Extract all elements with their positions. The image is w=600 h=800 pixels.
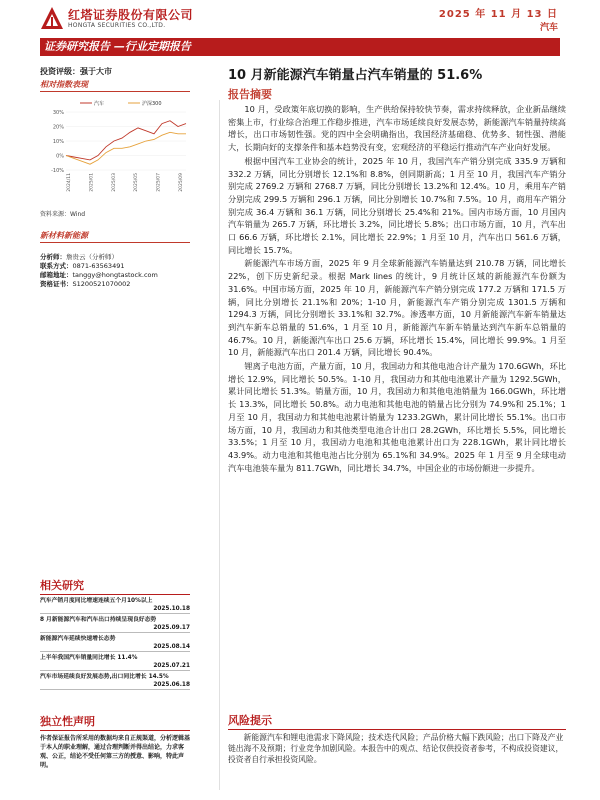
license-row: 资格证书：S1200521070002 — [40, 280, 131, 288]
relative-performance-chart — [40, 96, 190, 204]
x-tick-label: 2025/05 — [134, 173, 140, 192]
risk-warning — [228, 712, 566, 765]
y-tick-label: 20% — [52, 124, 64, 131]
report-type-band: 证券研究报告 —行业定期报告 — [40, 38, 560, 56]
series-line — [66, 132, 186, 164]
related-research — [40, 577, 190, 690]
summary-paragraph: 10 月，受政策年底切换的影响，生产供给保持较快节奏，需求持续释放，企业新品继续密集上市，行业综合治理工作稳步推进，汽车市场延续良好发展态势，新能源汽车销量持续高增长，出口市场韧性强。党的四中全会明确指出，我国经济基础稳、优势多、韧性强、潜能大，长期向好的支撑条件和基本趋势没有变，宏观经济的平稳运行推动汽车产业向好发展。 — [228, 104, 566, 153]
industry-label: 汽车 — [539, 23, 558, 33]
chart-source: 资料来源：Wind — [40, 211, 86, 218]
y-tick-label: -10% — [51, 168, 64, 174]
related-research-title: 相关研究 — [40, 577, 190, 595]
independence-statement — [40, 713, 190, 770]
left-sidebar — [40, 62, 190, 289]
risk-heading: 风险提示 — [228, 712, 566, 730]
x-tick-label: 2024/11 — [67, 173, 72, 192]
hongta-logo-icon — [40, 6, 64, 30]
x-tick-label: 2025/03 — [111, 173, 117, 192]
summary-heading: 报告摘要 — [228, 88, 272, 101]
company-name-cn: 红塔证券股份有限公司 — [68, 8, 194, 22]
related-item[interactable]: 新能源汽车延续快速增长态势 2025.08.14 — [40, 636, 190, 650]
y-tick-label: 0% — [56, 153, 64, 160]
risk-text: 新能源汽车和锂电池需求下降风险；技术迭代风险；产品价格大幅下跌风险；出口下降及产业链出海不及预期；行业竞争加剧风险。本报告中的观点、结论仅供投资者参考，不构成投资建议，投资者自行承担投资风险。 — [228, 733, 564, 764]
related-item[interactable]: 汽车产销月度同比增速连续五个月10%以上 2025.10.18 — [40, 598, 190, 612]
report-title: 10 月新能源汽车销量占汽车销量的 51.6% — [228, 68, 483, 83]
relative-performance-title: 相对指数表现 — [40, 79, 190, 92]
column-divider — [219, 100, 220, 790]
x-tick-label: 2025/09 — [179, 173, 184, 192]
related-item[interactable]: 上半年我国汽车销量同比增长 11.4% 2025.07.21 — [40, 655, 190, 669]
y-tick-label: 30% — [52, 110, 64, 116]
company-name-en: HONGTA SECURITIES CO.,LTD. — [68, 22, 166, 29]
report-date: 2025 年 11 月 13 日 — [438, 9, 558, 20]
main-content — [228, 62, 566, 474]
summary-paragraph: 根据中国汽车工业协会的统计，2025 年 10 月，我国汽车产销分别完成 335.9 万辆和 332.2 万辆，同比分别增长 12.1%和 8.8%，创同期新高；1 月至 10 月，我国汽车产销分别完成 2769.2 万辆和 2768.7 万辆，同比分别增长 13.2%和 12.4%。10 月，乘用车产销分别完成 299.5 万辆和 296.1 万辆，同比分别增长 10.7%和 7.5%。10 月，商用车产销分别完成 36.4 万辆和 36.1 万辆，同比分别增长 25.4%和 21%。国内市场方面，10 月国内汽车销量为 265.7 万辆，环比增长 3.2%，同比增长 5.8%；出口市场方面，10 月，汽车出口 66.6 万辆，环比增长 2.1%，同比增长 22.9%；1 月至 10 月，汽车出口 561.6 万辆，同比增长 15.7%。 — [228, 155, 566, 255]
y-tick-label: 10% — [52, 139, 64, 145]
summary-paragraph: 新能源汽车市场方面，2025 年 9 月全球新能源汽车销量达到 210.78 万辆，同比增长 22%，创下历史新纪录。根据 Mark lines 的统计，9 月统计区域的新能源汽车份额为 31.6%。中国市场方面，2025 年 10 月，新能源汽车产销分别完成 177.2 万辆和 171.5 万辆，同比分别增长 21.1%和 20%；1-10 月，新能源汽车产销分别完成 1301.5 万辆和 1294.3 万辆，同比分别增长 33.1%和 32.7%。渗透率方面，10 月新能源汽车新车销量达到汽车新车总销量的 51.6%，1 月至 10 月，新能源汽车新车销量达到汽车新车总销量的 46.7%。10 月，新能源汽车出口 25.6 万辆，环比增长 15.4%，同比增长 99.9%。1 月至 10 月，新能源汽车出口 201.4 万辆，同比增长 90.4%。 — [228, 258, 566, 358]
legend-label: 汽车 — [94, 101, 105, 107]
investment-rating: 投资评级：强于大市 — [40, 67, 112, 76]
analyst-row: 分析师：詹贵云（分析师） — [40, 253, 118, 261]
legend-label: 沪深300 — [142, 101, 162, 107]
email-row: 邮箱地址：tanggy@hongtastock.com — [40, 271, 158, 279]
analyst-info — [40, 253, 190, 289]
statement-text: 作者保证报告所采用的数据均来自正规渠道，分析逻辑基于本人的职业理解，通过合理判断并得出结论，力求客观、公正，结论不受任何第三方的授意、影响，特此声明。 — [40, 735, 191, 769]
x-tick-label: 2025/07 — [156, 173, 162, 192]
related-item[interactable]: 汽车市场延续良好发展态势,出口同比增长 14.5% 2025.06.18 — [40, 674, 190, 688]
sub-sector-title: 新材料新能源 — [40, 230, 190, 243]
statement-title: 独立性声明 — [40, 713, 190, 731]
phone-row: 联系方式：0871-63563491 — [40, 262, 125, 270]
summary-paragraph: 锂离子电池方面，产量方面，10 月，我国动力和其他电池合计产量为 170.6GWh，环比增长 12.9%，同比增长 50.5%。1-10 月，我国动力和其他电池累计产量为 1292.5GWh，累计同比增长 51.3%。销量方面，10 月，我国动力和其他电池销量为 166.0GWh，环比增长 13.3%，同比增长 50.8%。动力电池和其他电池的销量占比分别为 74.9%和 25.1%；1 月至 10 月，我国动力和其他电池累计销量为 1233.2GWh，累计同比增长 55.1%。出口市场方面，10 月，我国动力和其他类型电池合计出口 28.2GWh，环比增长 5.5%，同比增长 33.5%；1 月至 10 月，我国动力电池和其他电池累计出口为 228.1GWh，累计同比增长 43.9%。动力电池和其他电池占比分别为 65.1%和 34.9%。2025 年 1 月至 9 月全球电动汽车电池装车量为 811.7GWh，同比增长 34.7%，中国企业的市场份额进一步提升。 — [228, 361, 566, 473]
related-item[interactable]: 8 月新能源汽车和汽车出口持续呈现良好态势 2025.09.17 — [40, 617, 190, 631]
x-tick-label: 2025/01 — [89, 173, 95, 192]
